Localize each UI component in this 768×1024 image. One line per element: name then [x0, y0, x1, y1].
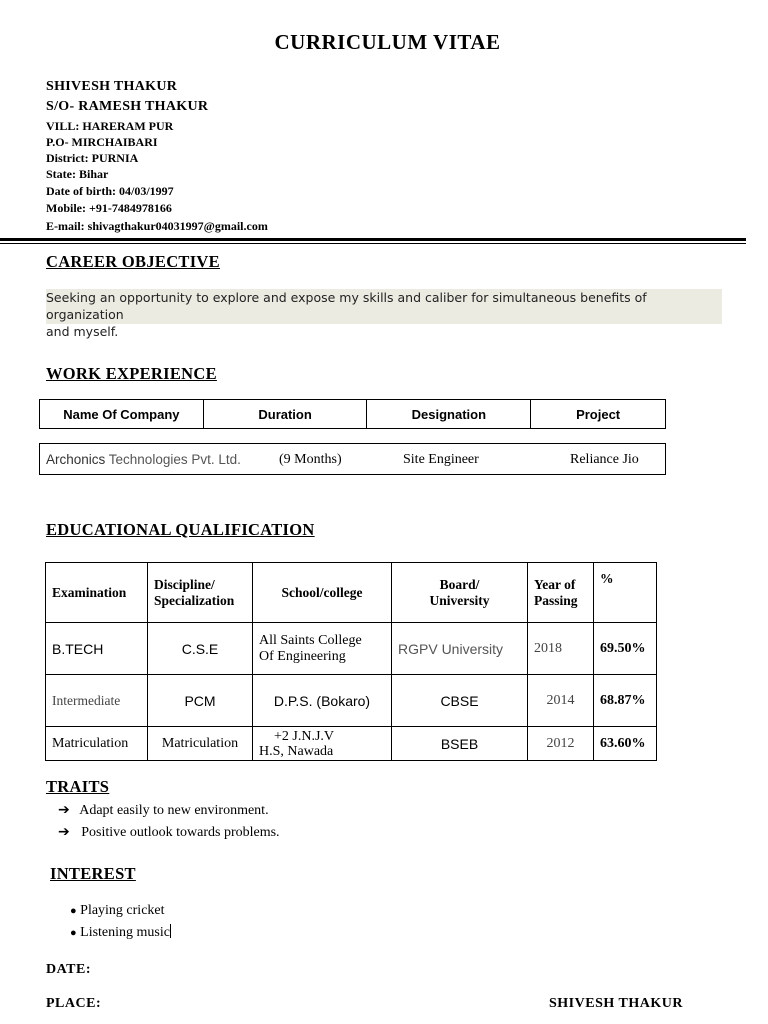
school-cell: D.P.S. (Bokaro)	[253, 675, 392, 727]
education-heading: EDUCATIONAL QUALIFICATION	[46, 520, 315, 539]
col-school: School/college	[253, 563, 392, 623]
column-header-project: Project	[531, 400, 666, 429]
education-header-row	[46, 563, 657, 623]
duration-value: (9 Months)	[279, 452, 342, 467]
board-cell: RGPV University	[392, 623, 528, 675]
address-post-office: P.O- MIRCHAIBARI	[46, 135, 158, 149]
discipline-cell: PCM	[148, 675, 253, 727]
percent-cell: 63.60%	[594, 727, 657, 761]
career-objective-heading: CAREER OBJECTIVE	[46, 252, 220, 271]
school-cell: All Saints College Of Engineering	[253, 623, 392, 675]
exam-cell: B.TECH	[46, 623, 148, 675]
interest-heading: INTEREST	[50, 864, 136, 883]
project-value: Reliance Jio	[570, 452, 639, 467]
address-village: VILL: HARERAM PUR	[46, 119, 174, 133]
discipline-cell: Matriculation	[148, 727, 253, 761]
company-name	[46, 452, 241, 469]
percent-cell: 68.87%	[594, 675, 657, 727]
signature-name: SHIVESH THAKUR	[549, 996, 683, 1011]
exam-cell: Intermediate	[46, 675, 148, 727]
address-state: State: Bihar	[46, 167, 109, 181]
arrow-icon: ➔	[58, 824, 70, 840]
text-cursor	[170, 924, 171, 938]
mobile-number: Mobile: +91-7484978166	[46, 201, 172, 215]
work-experience-heading: WORK EXPERIENCE	[46, 364, 217, 383]
objective-line-2: and myself.	[46, 324, 119, 339]
traits-heading: TRAITS	[46, 777, 110, 796]
address-district: District: PURNIA	[46, 151, 139, 165]
date-label: DATE:	[46, 962, 92, 977]
col-examination: Examination	[46, 563, 148, 623]
email-address: E-mail: shivagthakur04031997@gmail.com	[46, 219, 268, 233]
place-label: PLACE:	[46, 996, 102, 1011]
education-table	[45, 562, 657, 761]
company-name-first: Archonics	[46, 452, 106, 467]
work-experience-header-table	[39, 399, 666, 429]
board-cell: CBSE	[392, 675, 528, 727]
col-year: Year of Passing	[528, 563, 594, 623]
school-cell: +2 J.N.J.V H.S, Nawada	[253, 727, 392, 761]
document-title: CURRICULUM VITAE	[274, 30, 501, 54]
column-header-designation: Designation	[367, 400, 531, 429]
work-experience-row	[39, 443, 666, 475]
date-of-birth: Date of birth: 04/03/1997	[46, 184, 174, 198]
board-cell: BSEB	[392, 727, 528, 761]
year-cell: 2012	[528, 727, 594, 761]
bullet-icon: ●	[70, 905, 77, 917]
father-name: S/O- RAMESH THAKUR	[46, 99, 209, 114]
designation-value: Site Engineer	[403, 452, 479, 467]
exam-cell: Matriculation	[46, 727, 148, 761]
list-item: ● Listening music	[70, 925, 170, 940]
table-row	[46, 675, 657, 727]
year-cell: 2014	[528, 675, 594, 727]
arrow-icon: ➔	[58, 802, 70, 818]
list-item: ➔ Positive outlook towards problems.	[58, 824, 280, 840]
discipline-cell: C.S.E	[148, 623, 253, 675]
column-header-company: Name Of Company	[40, 400, 204, 429]
percent-cell: 69.50%	[594, 623, 657, 675]
candidate-name: SHIVESH THAKUR	[46, 79, 178, 94]
career-objective-text	[46, 289, 722, 339]
col-discipline: Discipline/ Specialization	[148, 563, 253, 623]
company-name-rest: Technologies Pvt. Ltd.	[108, 452, 241, 467]
list-item: ➔ Adapt easily to new environment.	[58, 802, 269, 818]
table-row	[46, 727, 657, 761]
list-item: ● Playing cricket	[70, 903, 165, 918]
column-header-duration: Duration	[203, 400, 367, 429]
year-cell: 2018	[528, 623, 594, 675]
header-divider-thin	[0, 243, 746, 244]
objective-line-1: Seeking an opportunity to explore and expose my skills and caliber for simultaneous benefits of organization	[46, 290, 647, 322]
table-row	[46, 623, 657, 675]
header-divider-thick	[0, 238, 746, 241]
col-board: Board/ University	[392, 563, 528, 623]
bullet-icon: ●	[70, 927, 77, 939]
col-percent: %	[594, 563, 657, 623]
